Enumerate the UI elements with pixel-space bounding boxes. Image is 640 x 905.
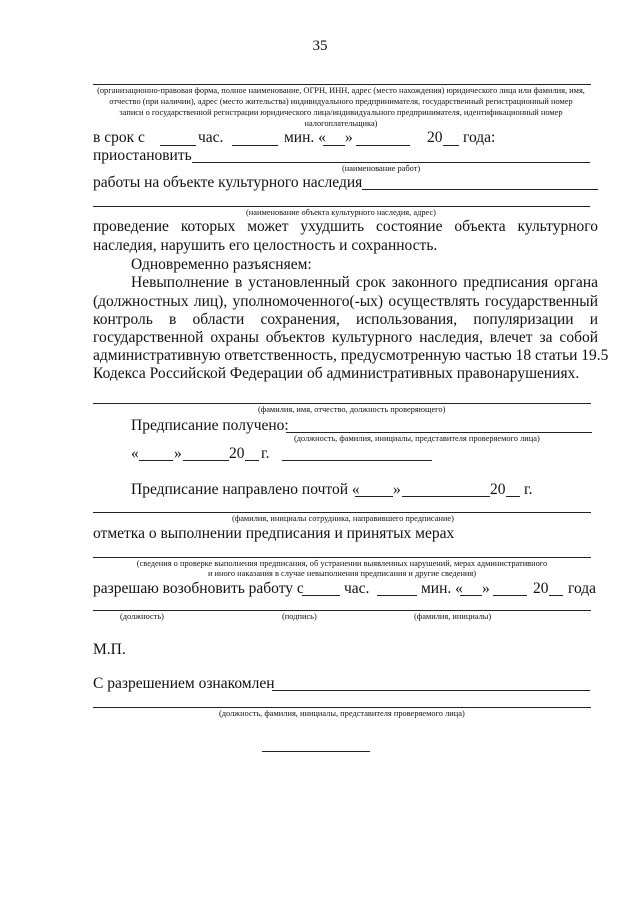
acknowledged-field-1[interactable] xyxy=(272,690,590,691)
resume-minutes-label: мин. « xyxy=(421,580,463,597)
term-start-label: в срок с xyxy=(93,129,145,146)
term-year-field[interactable] xyxy=(443,145,459,146)
paragraph-3-line-4: государственной охраны объектов культурного наследия, влечет за собой xyxy=(93,329,598,346)
caption-position: (должность) xyxy=(120,612,164,621)
resume-year-suffix: года xyxy=(568,580,597,597)
resume-day-field[interactable] xyxy=(302,595,340,596)
received-year-label: 20 xyxy=(229,445,245,462)
mail-year-label: 20 xyxy=(490,481,506,498)
caption-organization-3: записи о государственной регистрации юридического лица/индивидуального предпринимателя, идентификационный номер xyxy=(119,108,563,117)
caption-representative: (должность, фамилия, инициалы, представителя проверяемого лица) xyxy=(294,434,540,443)
caption-name: (фамилия, инициалы) xyxy=(414,612,492,621)
resume-hours-field[interactable] xyxy=(377,595,417,596)
signature-block-field[interactable] xyxy=(93,610,591,611)
caption-organization-4: налогоплательщика) xyxy=(304,119,378,128)
term-hours-label: час. xyxy=(198,129,224,146)
object-field-2[interactable] xyxy=(93,206,590,207)
received-signature-field[interactable] xyxy=(282,460,432,461)
received-year-field[interactable] xyxy=(245,460,259,461)
execution-label: отметка о выполнении предписания и принятых мерах xyxy=(93,525,455,542)
resume-label: разрешаю возобновить работу с xyxy=(93,580,304,597)
caption-organization-2: отчество (при наличии), адрес (место жительства) индивидуального предпринимателя, государственный регистрационный номер xyxy=(109,97,573,106)
paragraph-1-line-2: наследия, нарушить его целостность и сохранность. xyxy=(93,237,438,254)
resume-month-field[interactable] xyxy=(493,595,527,596)
term-year-label: 20 xyxy=(427,129,443,146)
mail-close: » xyxy=(393,481,401,498)
term-end-label: года: xyxy=(463,129,496,146)
paragraph-3-line-3: контроль в области сохранения, использования, популяризации и xyxy=(93,311,598,328)
mail-year-suffix: г. xyxy=(524,481,533,498)
works-field[interactable] xyxy=(192,162,590,163)
caption-works: (наименование работ) xyxy=(342,164,421,173)
paragraph-3-line-2: (должностных лиц), уполномоченного(-ых) осуществлять государственный xyxy=(93,293,598,310)
term-minutes-label: мин. « xyxy=(284,129,326,146)
page-number: 35 xyxy=(312,38,328,54)
caption-organization-1: (организационно-правовая форма, полное наименование, ОГРН, ИНН, адрес (место нахождения) юридического лица или фамилия, имя, xyxy=(97,86,585,95)
caption-info-2: и иного наказания в случае невыполнения предписания и другие сведения) xyxy=(207,569,477,578)
term-day-quote-field[interactable] xyxy=(323,145,345,146)
caption-info-1: (сведения о проверке выполнения предписания, об устранении выявленных нарушений, мерах административного xyxy=(136,559,548,568)
execution-field[interactable] xyxy=(93,557,591,558)
closing-rule xyxy=(262,751,370,752)
resume-hours-label: час. xyxy=(344,580,370,597)
suspend-label: приостановить xyxy=(93,147,192,164)
works-on-object-label: работы на объекте культурного наследия xyxy=(93,174,363,191)
resume-year-label: 20 xyxy=(533,580,549,597)
paragraph-1-line-1: проведение которых может ухудшить состояние объекта культурного xyxy=(93,218,598,235)
received-year-suffix: г. xyxy=(261,445,270,462)
received-date-open: « xyxy=(131,445,139,462)
paragraph-3-line-6: Кодекса Российской Федерации об административных правонарушениях. xyxy=(93,365,580,382)
caption-acknowledged: (должность, фамилия, инициалы, представителя проверяемого лица) xyxy=(219,709,465,718)
object-field-1[interactable] xyxy=(362,189,598,190)
received-field[interactable] xyxy=(286,432,592,433)
mail-day-field[interactable] xyxy=(355,496,393,497)
caption-sender: (фамилия, инициалы сотрудника, направившего предписание) xyxy=(232,514,454,523)
received-day-field[interactable] xyxy=(139,460,173,461)
paragraph-2: Одновременно разъясняем: xyxy=(131,256,312,273)
seal-label: М.П. xyxy=(93,641,126,658)
organization-fill-line[interactable] xyxy=(93,84,591,85)
caption-signature: (подпись) xyxy=(282,612,317,621)
mail-year-field[interactable] xyxy=(506,496,520,497)
term-quote-close: » xyxy=(345,129,353,146)
inspector-field[interactable] xyxy=(93,403,591,404)
paragraph-3-line-1: Невыполнение в установленный срок законного предписания органа xyxy=(131,274,598,291)
paragraph-3-line-5: административную ответственность, предусмотренную частью 18 статьи 19.5 xyxy=(93,347,609,364)
received-month-field[interactable] xyxy=(183,460,229,461)
sender-field[interactable] xyxy=(93,512,591,513)
acknowledged-label: С разрешением ознакомлен xyxy=(93,675,275,692)
received-date-close: » xyxy=(174,445,182,462)
received-label: Предписание получено: xyxy=(131,417,289,434)
term-month-field[interactable] xyxy=(356,145,410,146)
acknowledged-field-2[interactable] xyxy=(93,707,591,708)
resume-close: » xyxy=(482,580,490,597)
mail-month-field[interactable] xyxy=(402,496,490,497)
resume-minutes-field[interactable] xyxy=(460,595,482,596)
caption-object: (наименование объекта культурного наследия, адрес) xyxy=(246,208,436,217)
caption-inspector: (фамилия, имя, отчество, должность проверяющего) xyxy=(258,405,446,414)
mail-label: Предписание направлено почтой « xyxy=(131,481,360,498)
term-hours-field[interactable] xyxy=(232,145,278,146)
resume-year-field[interactable] xyxy=(549,595,563,596)
